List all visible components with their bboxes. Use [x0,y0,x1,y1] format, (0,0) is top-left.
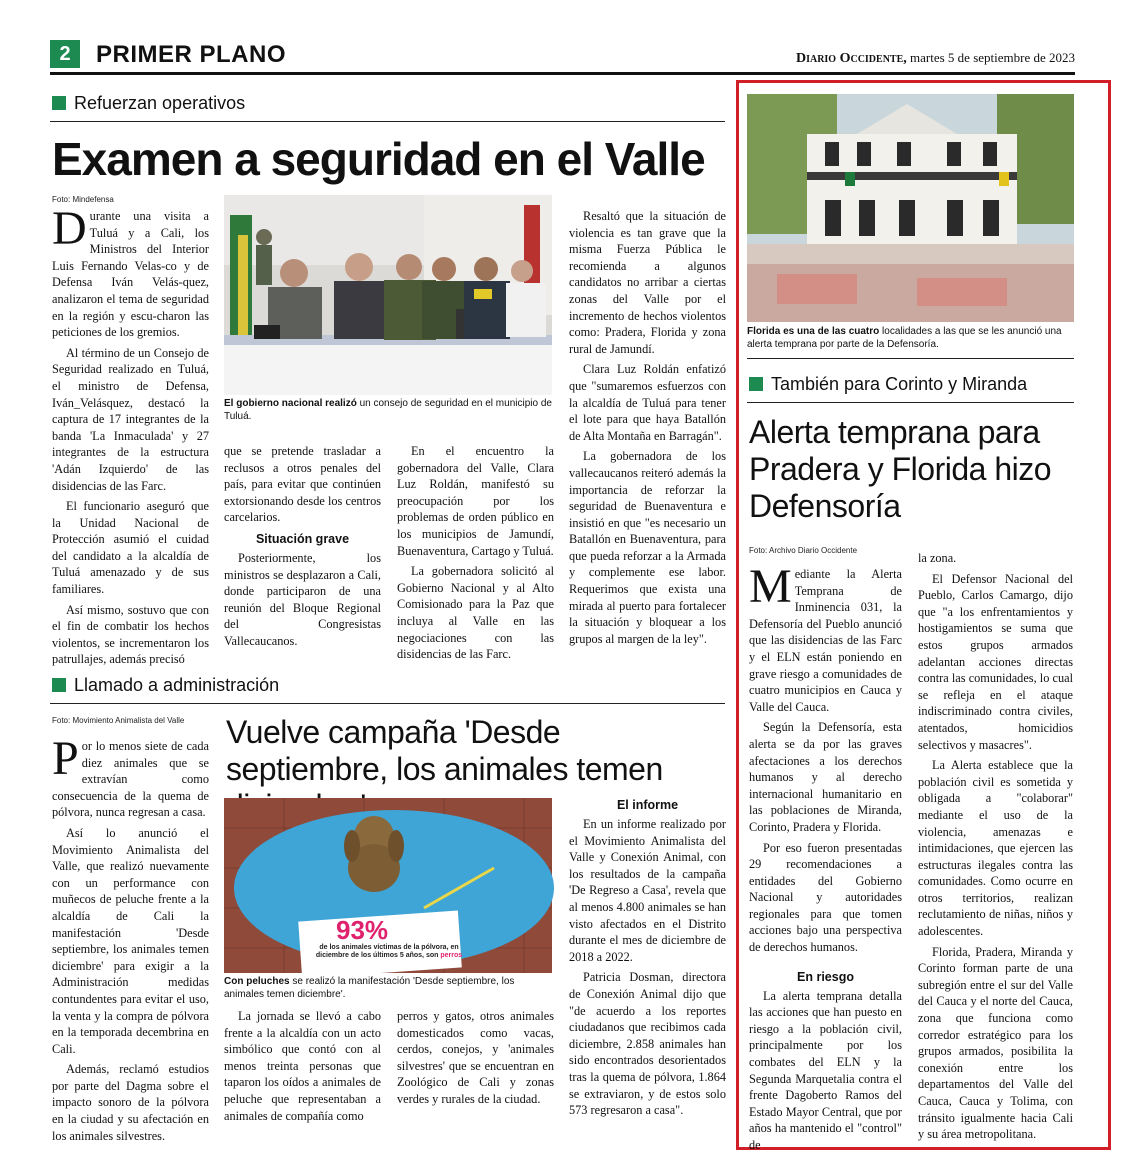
drop-cap: M [749,560,792,613]
story1-photo-caption [224,398,554,423]
story3-photo-credit: Foto: Archivo Diario Occidente [749,546,858,555]
paragraph: urante una visita a Tuluá y a Cali, los Ministros del Interior Luis Fernando Velas-co y de Defensa Iván Velás-quez, analizaron el tema de seguridad en la región y escu-charon las peticiones de los gremios. [52,209,209,340]
plush-protest-photo [224,798,552,973]
sign-text-main: de los animales víctimas de la pólvora, en diciembre de los últimos 5 años, son [315,944,459,959]
kicker-text: También para Corinto y Miranda [771,374,1028,394]
caption-text: se realizó la manifestación 'Desde septiembre, los animales temen diciembre'. [224,976,515,1000]
story1-col1 [52,202,209,673]
story3-headline: Alerta temprana para Pradera y Florida hizo Defensoría [749,414,1052,524]
story2-col3 [397,1008,554,1133]
paragraph: Al término de un Consejo de Seguridad realizado en Tuluá, el ministro de Defensa, Iván_Velásquez, destacó la captura de 17 integrantes de la banda 'La Inmaculada' y 27 integrantes de la estructura 'Adán Izquierdo' de las disidencias de las Farc. [52,345,209,493]
paragraph: ediante la Alerta Temprana de Inminencia 031, la Defensoría del Pueblo anunció que las disidencias de las Farc y el ELN están poniendo en grave riesgo a comunidades de cuatro municipios en Cauca y Valle del Cauca. [749,567,902,714]
header-rule [50,72,1075,75]
story2-headline: Vuelve campaña 'Desde septiembre, los animales temen [226,714,663,787]
paragraph: Clara Luz Roldán enfatizó que "sumaremos esfuerzos con la alcaldía de Tuluá para tener el lote para que haya Batallón de Alta Montaña en Barragán". [569,362,726,443]
issue-date: martes 5 de septiembre de 2023 [910,50,1075,65]
paragraph: Así lo anunció el Movimiento Animalista del Valle, que realizó nuevamente con un performance con muñecos de peluche frente a la alcaldía de Cali la manifestación 'Desde septiembre, los animales temen diciembre' para exigir a la Administración medidas contundentes para evitar el uso, la venta y la compra de pólvora en la temporada decembrina en Cali. [52,825,209,1056]
story1-col4 [569,208,726,673]
paragraph: Según la Defensoría, esta alerta se da por las graves afectaciones a los derechos humanos y al derecho internacional humanitario en las poblaciones de Miranda, Corinto, Pradera y Florida. [749,720,902,834]
story2-col4 [569,798,726,1133]
story2-col2 [224,1008,381,1133]
divider [747,402,1074,403]
divider [50,703,725,704]
caption-text: un consejo de seguridad en el municipio de Tuluá. [224,398,552,422]
story1-col2 [224,443,381,673]
paragraph: Resaltó que la situación de violencia es tan grave que la misma Fuerza Pública le recomienda a algunos candidatos no arribar a ciertas zonas del Valle por el incremento de hechos violentos como: Pradera, Florida y zona rural de Jamundí. [569,209,726,356]
story3-col1 [749,560,902,1152]
paragraph: Además, reclamó estudios por parte del Dagma sobre el impacto sonoro de la pólvora en la ciudad y su afectación en los animales silvestres. [52,1062,209,1143]
kicker-square-icon [749,377,763,391]
subhead-el-informe: El informe [616,798,679,812]
masthead [796,50,1075,67]
paragraph: El funcionario aseguró que la Unidad Nacional de Protección asumió el cuidad del candidato a la alcaldía de Tuluá amenazado y de sus familiares. [52,499,209,597]
paragraph: la zona. [918,551,957,565]
drop-cap: D [52,202,87,255]
story2-col1 [52,732,209,1143]
story1-headline: Examen a seguridad en el Valle [52,133,705,185]
story2-photo-caption [224,976,554,1001]
paragraph: que se pretende trasladar a reclusos a otros penales del país, para evitar que continúen extorsionando desde los centros carcelarios. [224,444,381,525]
story1-photo-credit: Foto: Mindefensa [52,195,114,204]
paragraph: Posteriormente, los ministros se desplazaron a Cali, donde participaron de una reunión del Bloque Regional del Congresistas Vallecaucanos. [224,550,381,648]
florida-building-photo [747,94,1074,322]
paragraph: Florida, Pradera, Miranda y Corinto forman parte de una subregión entre el sur del Valle del Cauca y el norte del Cauca, zona que funciona como corredor estratégico para los grupos armados, posibilita la conexión entre los departamentos del Valle del Cauca, Cauca y Tolima, con tránsito igualmente hacia Cali y su área metropolitana. [918,944,1073,1142]
paragraph: La gobernadora de los vallecaucanos reiteró además la importancia de reforzar la seguridad de Buenaventura e insistió en que "es necesario un Batallón en Buenaventura, para que pueda reforzar a la Armada y complemente ese labor. Requerimos que exista una mirada al puerto para fortalecer la situación y bloquear a los grupos al margen de la ley". [569,449,726,646]
sign-percent: 93% [336,915,389,945]
paragraph: La gobernadora solicitó al Gobierno Nacional y al Alto Comisionado para la Paz que incluya al Valle en las negociaciones con las disidencias de las Farc. [397,564,554,662]
paragraph: perros y gatos, otros animales domesticados como vacas, cerdos, conejos, y 'animales silvestres' que se encuentran en Zoológico de Cali y zonas verdes y rurales de la ciudad. [397,1009,554,1106]
story1-col3 [397,443,554,673]
story3-col2 [918,550,1073,1141]
sign-text [314,944,464,960]
subhead-en-riesgo: En riesgo [797,969,854,984]
paragraph: En un informe realizado por el Movimiento Animalista del Valle y Conexión Animal, con los resultados de la campaña 'De Regreso a Casa', revela que al menos 4.800 animales se han visto afectados en el Distrito durante el mes de diciembre de 2018 a 2022. [569,817,726,964]
paragraph: Patricia Dosman, directora de Conexión Animal dijo que "de acuerdo a los reportes ciudadanos que recibimos cada diciembre, 2.858 animales han sido encontrados desorientados tras la quema de pólvora, 1.864 se extraviaron, y de estos solo 573 regresaron a casa". [569,970,726,1118]
paragraph: La Alerta establece que la población civil es sometida y obligada a "colaborar" mediante el uso de la violencia, amenazas e intimidaciones, que ejercen las estructuras ilegales contra las comunidades. Como ocurre en otros territorios, realizan reclutamiento de niñas, niños y adolescentes. [918,758,1073,939]
story2-photo-credit: Foto: Movimiento Animalista del Valle [52,716,185,725]
paragraph: Por eso fueron presentadas 29 recomendaciones a entidades del Gobierno Nacional y autoridades regionales para que tomen acciones bajo una perspectiva de derechos humanos. [749,840,902,955]
story2-kicker [52,674,279,696]
divider [747,358,1074,359]
paragraph: En el encuentro la gobernadora del Valle, Clara Luz Roldán, manifestó su preocupación por los problemas de orden público en los municipios de Jamundí, Buenaventura, Cartago y Tuluá. [397,444,554,558]
subhead-situacion-grave: Situación grave [255,531,350,546]
story3-kicker [749,373,1027,395]
kicker-text: Refuerzan operativos [74,93,246,113]
kicker-square-icon [52,678,66,692]
page-number: 2 [50,40,80,68]
paper-name: Diario Occidente, [795,51,907,66]
paragraph: or lo menos siete de cada diez animales que se extravían como consecuencia de la quema de pólvora, nunca regresan a casa. [52,739,209,820]
section-title: PRIMER PLANO [96,41,287,68]
caption-lead: Con peluches [224,976,290,987]
paragraph: Así mismo, sostuvo que con el fin de combatir los hechos violentos, se incrementaron los patrullajes, además precisó [52,602,209,667]
story1-kicker [52,92,245,114]
caption-lead: El gobierno nacional realizó [224,398,357,409]
kicker-text: Llamado a administración [74,675,280,695]
sign-text-highlight: perros [440,952,463,959]
kicker-square-icon [52,96,66,110]
drop-cap: P [52,732,79,785]
caption-text: localidades a las que se les anunció una alerta temprana por parte de la Defensoría. [747,326,1062,350]
story3-photo-caption [747,326,1077,351]
paragraph: El Defensor Nacional del Pueblo, Carlos Camargo, dijo que "a los enfrentamientos y hostigamientos se suma que estos grupos armados adelantan acciones directas contra las comunidades, lo cual se refleja en el ataque indiscriminado contra civiles, atentados, homicidios selectivos y masacres". [918,571,1073,752]
paragraph: La jornada se llevó a cabo frente a la alcaldía con un acto simbólico que contó con al menos treinta personas que taparon los oídos a animales de peluche que representaban a animales de compañía como [224,1009,381,1123]
caption-lead: Florida es una de las cuatro [747,326,880,337]
paragraph: La alerta temprana detalla las acciones que han puesto en riesgo a la población civil, principalmente por los combates del ELN y la Segunda Marquetalia contra el frente Dagoberto Ramos del Estado Mayor Central, que por años ha mantenido el "control" de [749,988,902,1152]
security-council-photo [224,195,552,395]
divider [50,121,725,122]
